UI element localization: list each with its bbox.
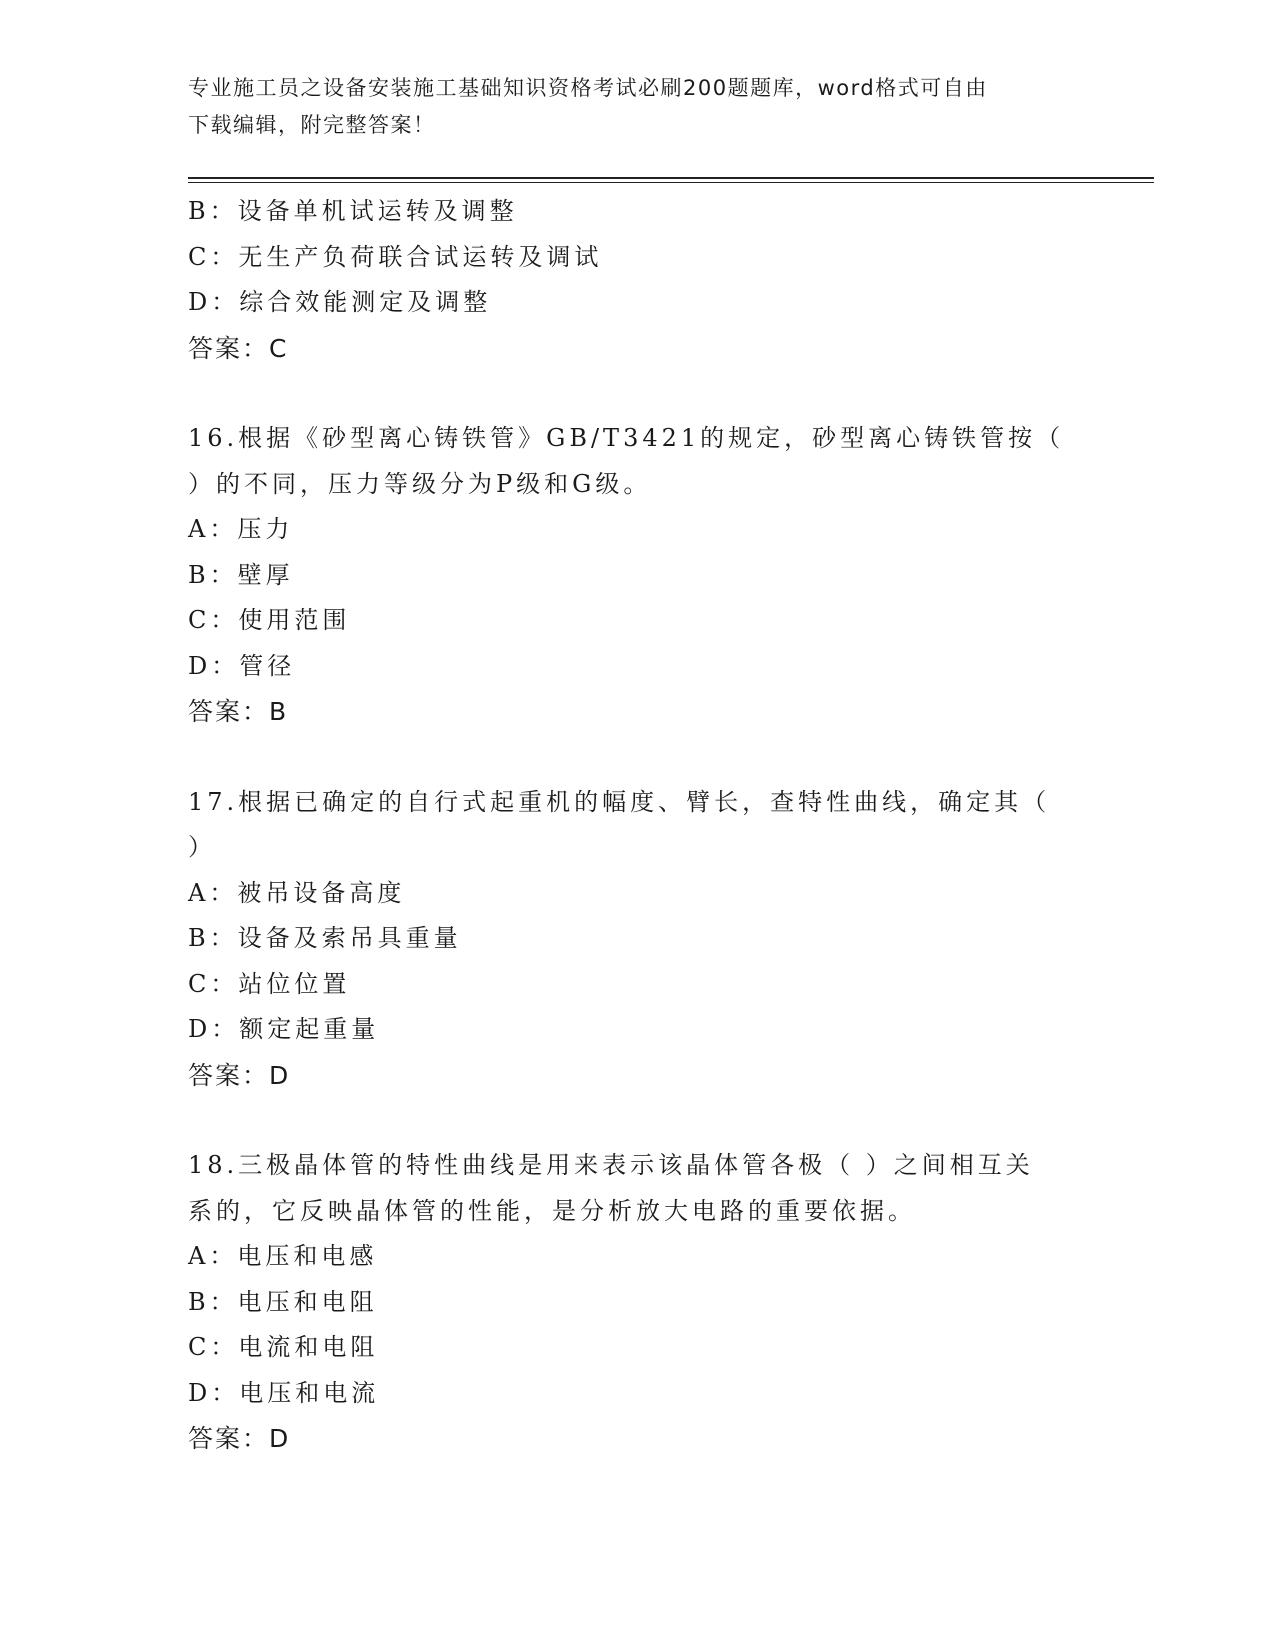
option-a: A：压力 <box>188 515 294 543</box>
header-rule-thick <box>188 177 1154 179</box>
option-d: D：管径 <box>188 651 296 680</box>
question-18 <box>188 1143 1068 1462</box>
option-a: A：电压和电感 <box>188 1242 378 1270</box>
answer-line: 答案：D <box>188 1424 291 1453</box>
answer-line: 答案：C <box>188 333 289 363</box>
question-content <box>188 189 1068 1462</box>
question-stem-line-1: 16.根据《砂型离心铸铁管》GB/T3421的规定，砂型离心铸铁管按（ <box>188 424 1065 452</box>
option-a: A：被吊设备高度 <box>188 878 406 907</box>
header-line-2: 下载编辑，附完整答案！ <box>188 113 436 137</box>
option-d: D：电压和电流 <box>188 1378 380 1407</box>
question-16 <box>188 416 1068 735</box>
option-d: D：综合效能测定及调整 <box>188 288 492 316</box>
header-rule-thin <box>188 182 1154 183</box>
option-c: C：无生产负荷联合试运转及调试 <box>188 242 603 271</box>
question-stem-line-2: ）的不同，压力等级分为P级和G级。 <box>188 469 652 498</box>
header-line-1: 专业施工员之设备安装施工基础知识资格考试必刷200题题库，word格式可自由 <box>188 76 988 100</box>
carryover-question <box>188 189 1068 371</box>
option-b: B：设备及索吊具重量 <box>188 924 462 952</box>
question-stem-line-1: 18.三极晶体管的特性曲线是用来表示该晶体管各极（ ）之间相互关 <box>188 1151 1034 1179</box>
option-b: B：设备单机试运转及调整 <box>188 197 518 225</box>
document-header <box>188 70 1068 144</box>
question-stem-line-2: 系的，它反映晶体管的性能，是分析放大电路的重要依据。 <box>188 1196 916 1225</box>
answer-line: 答案：D <box>188 1060 291 1090</box>
answer-line: 答案：B <box>188 697 289 726</box>
option-c: C：站位位置 <box>188 969 351 998</box>
option-c: C：使用范围 <box>188 606 351 634</box>
question-stem-line-2: ） <box>188 833 216 861</box>
question-stem-line-1: 17.根据已确定的自行式起重机的幅度、臂长，查特性曲线，确定其（ <box>188 787 1051 816</box>
question-17 <box>188 780 1068 1099</box>
option-b: B：电压和电阻 <box>188 1287 378 1316</box>
option-b: B：壁厚 <box>188 560 294 589</box>
option-c: C：电流和电阻 <box>188 1333 379 1361</box>
option-d: D：额定起重量 <box>188 1015 380 1043</box>
